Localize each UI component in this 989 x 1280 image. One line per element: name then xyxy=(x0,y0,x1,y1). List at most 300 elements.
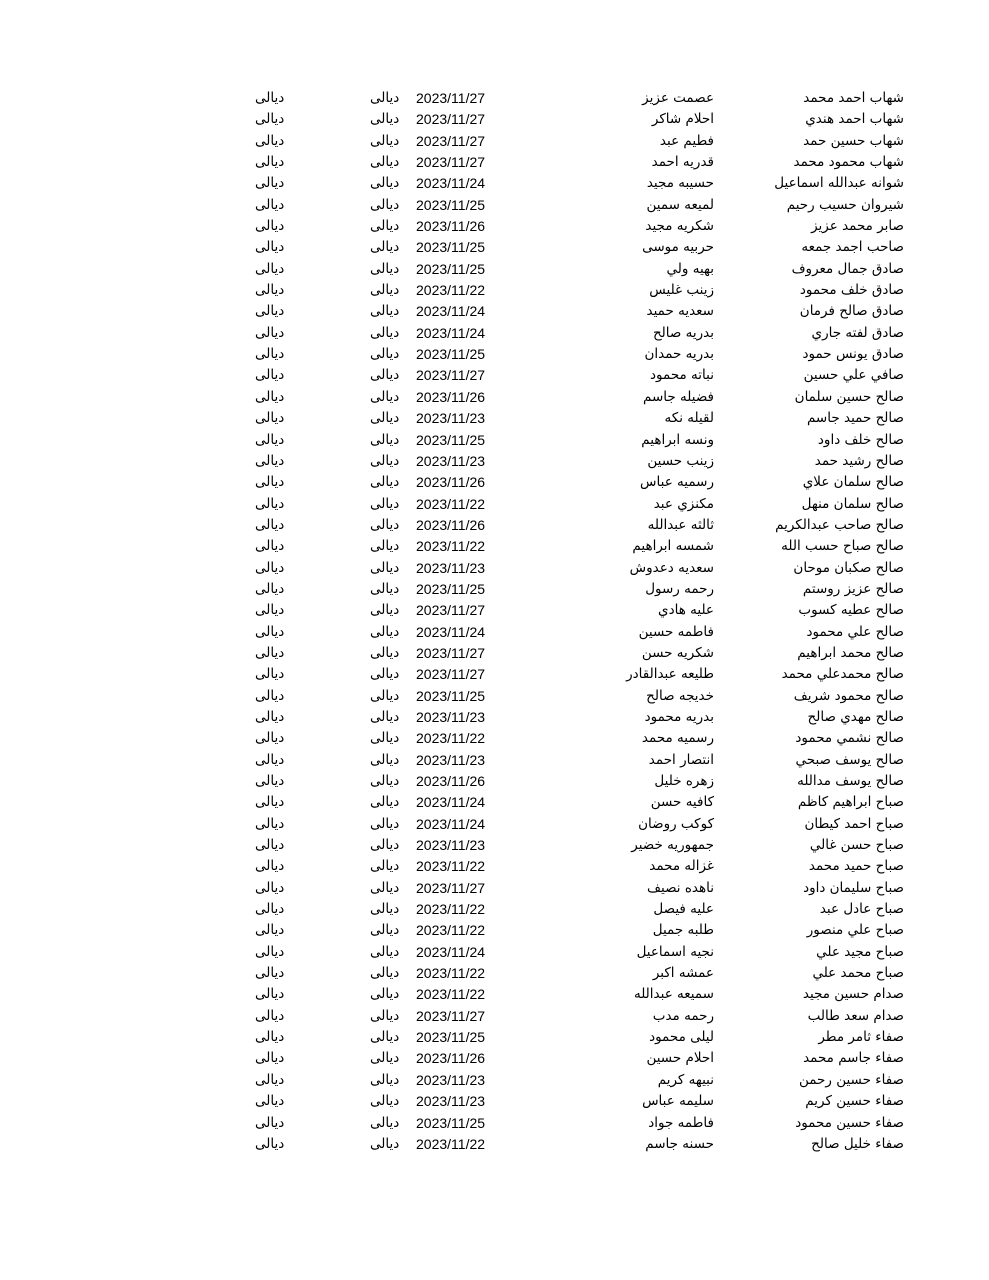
full-name-cell: صباح احمد كيطان xyxy=(804,815,904,832)
governorate-cell: ديالى xyxy=(255,1007,285,1024)
mother-name-cell: عمشه اكبر xyxy=(652,965,714,982)
governorate-cell: ديالى xyxy=(255,282,285,299)
province-cell: ديالى xyxy=(370,1029,400,1046)
governorate-cell: ديالى xyxy=(255,346,285,363)
province-cell: ديالى xyxy=(370,239,400,256)
governorate-cell: ديالى xyxy=(255,538,285,555)
record-row xyxy=(0,259,989,280)
full-name-cell: صالح محمود شريف xyxy=(793,687,904,704)
record-row xyxy=(0,430,989,451)
date-cell: 2023/11/25 xyxy=(416,687,486,704)
mother-name-cell: سليمه عباس xyxy=(642,1093,714,1110)
record-row xyxy=(0,536,989,557)
mother-name-cell: حسيبه مجيد xyxy=(646,175,714,192)
date-cell: 2023/11/22 xyxy=(416,922,486,939)
governorate-cell: ديالى xyxy=(255,602,285,619)
full-name-cell: شهاب احمد هندي xyxy=(805,111,904,128)
governorate-cell: ديالى xyxy=(255,687,285,704)
province-cell: ديالى xyxy=(370,580,400,597)
mother-name-cell: احلام شاكر xyxy=(651,111,714,128)
record-row xyxy=(0,472,989,493)
governorate-cell: ديالى xyxy=(255,837,285,854)
governorate-cell: ديالى xyxy=(255,666,285,683)
record-row xyxy=(0,1091,989,1112)
date-cell: 2023/11/25 xyxy=(416,580,486,597)
mother-name-cell: خديجه صالح xyxy=(646,687,714,704)
record-row xyxy=(0,728,989,749)
province-cell: ديالى xyxy=(370,794,400,811)
mother-name-cell: رحمه مدب xyxy=(652,1007,714,1024)
full-name-cell: صالح يوسف صبحي xyxy=(795,751,904,768)
full-name-cell: صفاء خليل صالح xyxy=(811,1135,904,1152)
full-name-cell: شهاب حسين حمد xyxy=(803,132,904,149)
record-row xyxy=(0,899,989,920)
record-row xyxy=(0,131,989,152)
province-cell: ديالى xyxy=(370,431,400,448)
full-name-cell: صالح حميد جاسم xyxy=(806,410,904,427)
full-name-cell: صفاء ثامر مطر xyxy=(818,1029,904,1046)
date-cell: 2023/11/26 xyxy=(416,218,486,235)
province-cell: ديالى xyxy=(370,602,400,619)
date-cell: 2023/11/25 xyxy=(416,1114,486,1131)
mother-name-cell: كافيه حسن xyxy=(650,794,714,811)
mother-name-cell: جمهوريه خضير xyxy=(631,837,714,854)
date-cell: 2023/11/25 xyxy=(416,1029,486,1046)
record-row xyxy=(0,280,989,301)
date-cell: 2023/11/23 xyxy=(416,751,486,768)
mother-name-cell: عليه فيصل xyxy=(653,901,714,918)
province-cell: ديالى xyxy=(370,858,400,875)
province-cell: ديالى xyxy=(370,218,400,235)
full-name-cell: شيروان حسيب رحيم xyxy=(786,196,904,213)
record-row xyxy=(0,1113,989,1134)
governorate-cell: ديالى xyxy=(255,218,285,235)
record-row xyxy=(0,878,989,899)
province-cell: ديالى xyxy=(370,773,400,789)
record-row xyxy=(0,344,989,365)
date-cell: 2023/11/22 xyxy=(416,858,486,875)
mother-name-cell: زينب غليس xyxy=(649,282,714,299)
date-cell: 2023/11/22 xyxy=(416,730,486,747)
date-cell: 2023/11/23 xyxy=(416,410,486,427)
mother-name-cell: قدريه احمد xyxy=(651,154,714,171)
province-cell: ديالى xyxy=(370,367,400,384)
governorate-cell: ديالى xyxy=(255,1050,285,1067)
full-name-cell: صالح عطيه كسوب xyxy=(798,602,904,619)
governorate-cell: ديالى xyxy=(255,367,285,384)
full-name-cell: صالح صكبان موحان xyxy=(793,559,904,576)
record-row xyxy=(0,451,989,472)
record-row xyxy=(0,515,989,536)
date-cell: 2023/11/22 xyxy=(416,538,486,555)
mother-name-cell: بدريه صالح xyxy=(652,324,714,341)
governorate-cell: ديالى xyxy=(255,154,285,171)
province-cell: ديالى xyxy=(370,922,400,939)
record-row xyxy=(0,365,989,386)
province-cell: ديالى xyxy=(370,452,400,469)
mother-name-cell: شمسه ابراهيم xyxy=(632,538,714,555)
date-cell: 2023/11/24 xyxy=(416,794,486,811)
date-cell: 2023/11/25 xyxy=(416,196,486,213)
full-name-cell: شهاب محمود محمد xyxy=(793,154,904,171)
record-row xyxy=(0,323,989,344)
record-row xyxy=(0,1134,989,1155)
full-name-cell: صالح محمد ابراهيم xyxy=(797,644,904,661)
governorate-cell: ديالى xyxy=(255,922,285,939)
province-cell: ديالى xyxy=(370,943,400,960)
province-cell: ديالى xyxy=(370,495,400,512)
province-cell: ديالى xyxy=(370,282,400,299)
governorate-cell: ديالى xyxy=(255,324,285,341)
date-cell: 2023/11/23 xyxy=(416,452,486,469)
record-row xyxy=(0,301,989,322)
mother-name-cell: سميعه عبدالله xyxy=(633,986,714,1003)
record-row xyxy=(0,1070,989,1091)
province-cell: ديالى xyxy=(370,196,400,213)
province-cell: ديالى xyxy=(370,1007,400,1024)
mother-name-cell: غزاله محمد xyxy=(649,858,714,875)
full-name-cell: صدام حسين مجيد xyxy=(802,986,904,1003)
governorate-cell: ديالى xyxy=(255,794,285,811)
full-name-cell: صالح خلف داود xyxy=(817,431,904,448)
record-row xyxy=(0,643,989,664)
province-cell: ديالى xyxy=(370,644,400,661)
date-cell: 2023/11/23 xyxy=(416,708,486,725)
province-cell: ديالى xyxy=(370,623,400,640)
full-name-cell: صادق جمال معروف xyxy=(791,260,904,277)
record-row xyxy=(0,408,989,429)
province-cell: ديالى xyxy=(370,132,400,149)
mother-name-cell: فطيم عبد xyxy=(659,132,714,149)
province-cell: ديالى xyxy=(370,986,400,1003)
record-row xyxy=(0,963,989,984)
record-row xyxy=(0,387,989,408)
full-name-cell: صالح عزيز روستم xyxy=(802,580,904,597)
record-row xyxy=(0,152,989,173)
governorate-cell: ديالى xyxy=(255,90,285,106)
date-cell: 2023/11/22 xyxy=(416,986,486,1003)
record-row xyxy=(0,686,989,707)
full-name-cell: صادق صالح فرمان xyxy=(799,303,904,320)
province-cell: ديالى xyxy=(370,175,400,192)
record-row xyxy=(0,88,989,109)
record-row xyxy=(0,600,989,621)
mother-name-cell: سعديه دعدوش xyxy=(629,559,714,576)
date-cell: 2023/11/24 xyxy=(416,815,486,832)
date-cell: 2023/11/22 xyxy=(416,901,486,918)
governorate-cell: ديالى xyxy=(255,986,285,1003)
date-cell: 2023/11/24 xyxy=(416,943,486,960)
mother-name-cell: طلبه جميل xyxy=(652,922,714,939)
full-name-cell: صفاء حسين محمود xyxy=(795,1114,904,1131)
province-cell: ديالى xyxy=(370,1114,400,1131)
full-name-cell: صباح محمد علي xyxy=(812,965,904,982)
full-name-cell: شوانه عبدالله اسماعيل xyxy=(774,175,904,192)
record-row xyxy=(0,216,989,237)
full-name-cell: صفاء حسين رحمن xyxy=(798,1071,904,1088)
date-cell: 2023/11/26 xyxy=(416,388,486,405)
record-row xyxy=(0,494,989,515)
mother-name-cell: شكريه مجيد xyxy=(645,218,714,235)
mother-name-cell: عصمت عزيز xyxy=(642,90,714,106)
governorate-cell: ديالى xyxy=(255,559,285,576)
governorate-cell: ديالى xyxy=(255,708,285,725)
governorate-cell: ديالى xyxy=(255,965,285,982)
governorate-cell: ديالى xyxy=(255,1135,285,1152)
governorate-cell: ديالى xyxy=(255,431,285,448)
governorate-cell: ديالى xyxy=(255,644,285,661)
governorate-cell: ديالى xyxy=(255,1029,285,1046)
mother-name-cell: فاطمه حسين xyxy=(638,623,714,640)
record-row xyxy=(0,1027,989,1048)
full-name-cell: صباح مجيد علي xyxy=(816,943,904,960)
province-cell: ديالى xyxy=(370,815,400,832)
mother-name-cell: احلام حسين xyxy=(646,1050,714,1067)
province-cell: ديالى xyxy=(370,901,400,918)
province-cell: ديالى xyxy=(370,559,400,576)
province-cell: ديالى xyxy=(370,538,400,555)
date-cell: 2023/11/22 xyxy=(416,282,486,299)
date-cell: 2023/11/24 xyxy=(416,324,486,341)
full-name-cell: صادق لفته جاري xyxy=(811,324,904,341)
date-cell: 2023/11/23 xyxy=(416,559,486,576)
governorate-cell: ديالى xyxy=(255,943,285,960)
full-name-cell: صابر محمد عزيز xyxy=(811,218,904,235)
mother-name-cell: بدريه محمود xyxy=(644,708,714,725)
full-name-cell: صالح صاحب عبدالكريم xyxy=(775,516,904,533)
date-cell: 2023/11/25 xyxy=(416,431,486,448)
date-cell: 2023/11/26 xyxy=(416,474,486,491)
province-cell: ديالى xyxy=(370,1093,400,1110)
record-row xyxy=(0,771,989,792)
full-name-cell: صالح مهدي صالح xyxy=(807,708,904,725)
governorate-cell: ديالى xyxy=(255,1071,285,1088)
date-cell: 2023/11/23 xyxy=(416,1093,486,1110)
governorate-cell: ديالى xyxy=(255,815,285,832)
governorate-cell: ديالى xyxy=(255,1093,285,1110)
full-name-cell: صفاء جاسم محمد xyxy=(803,1050,904,1067)
date-cell: 2023/11/23 xyxy=(416,837,486,854)
full-name-cell: صالح علي محمود xyxy=(806,623,904,640)
full-name-cell: صدام سعد طالب xyxy=(807,1007,904,1024)
date-cell: 2023/11/27 xyxy=(416,154,486,171)
governorate-cell: ديالى xyxy=(255,260,285,277)
province-cell: ديالى xyxy=(370,879,400,896)
mother-name-cell: حربيه موسى xyxy=(642,239,714,256)
province-cell: ديالى xyxy=(370,708,400,725)
mother-name-cell: ناهده نصيف xyxy=(647,879,714,896)
date-cell: 2023/11/27 xyxy=(416,602,486,619)
date-cell: 2023/11/27 xyxy=(416,367,486,384)
date-cell: 2023/11/27 xyxy=(416,132,486,149)
record-row xyxy=(0,109,989,130)
governorate-cell: ديالى xyxy=(255,1114,285,1131)
date-cell: 2023/11/27 xyxy=(416,1007,486,1024)
record-row xyxy=(0,920,989,941)
province-cell: ديالى xyxy=(370,474,400,491)
governorate-cell: ديالى xyxy=(255,495,285,512)
record-row xyxy=(0,942,989,963)
date-cell: 2023/11/25 xyxy=(416,260,486,277)
governorate-cell: ديالى xyxy=(255,410,285,427)
date-cell: 2023/11/22 xyxy=(416,1135,486,1152)
province-cell: ديالى xyxy=(370,666,400,683)
governorate-cell: ديالى xyxy=(255,730,285,747)
record-row xyxy=(0,707,989,728)
mother-name-cell: سعديه حميد xyxy=(646,303,714,320)
governorate-cell: ديالى xyxy=(255,858,285,875)
date-cell: 2023/11/26 xyxy=(416,516,486,533)
record-row xyxy=(0,750,989,771)
date-cell: 2023/11/27 xyxy=(416,644,486,661)
mother-name-cell: زينب حسين xyxy=(647,452,714,469)
governorate-cell: ديالى xyxy=(255,132,285,149)
governorate-cell: ديالى xyxy=(255,901,285,918)
mother-name-cell: حسنه جاسم xyxy=(645,1135,714,1152)
governorate-cell: ديالى xyxy=(255,516,285,533)
governorate-cell: ديالى xyxy=(255,239,285,256)
mother-name-cell: رسميه عباس xyxy=(640,474,714,491)
governorate-cell: ديالى xyxy=(255,388,285,405)
date-cell: 2023/11/27 xyxy=(416,111,486,128)
full-name-cell: صباح سليمان داود xyxy=(803,879,904,896)
province-cell: ديالى xyxy=(370,1135,400,1152)
record-row xyxy=(0,579,989,600)
governorate-cell: ديالى xyxy=(255,879,285,896)
record-row xyxy=(0,195,989,216)
record-row xyxy=(0,835,989,856)
date-cell: 2023/11/23 xyxy=(416,1071,486,1088)
full-name-cell: صالح رشيد حمد xyxy=(814,452,904,469)
record-row xyxy=(0,856,989,877)
mother-name-cell: لقيله نكه xyxy=(664,410,714,427)
governorate-cell: ديالى xyxy=(255,196,285,213)
date-cell: 2023/11/24 xyxy=(416,175,486,192)
province-cell: ديالى xyxy=(370,90,400,106)
mother-name-cell: طليعه عبدالقادر xyxy=(626,666,714,683)
mother-name-cell: فضيله جاسم xyxy=(643,388,714,405)
record-row xyxy=(0,173,989,194)
governorate-cell: ديالى xyxy=(255,751,285,768)
governorate-cell: ديالى xyxy=(255,111,285,128)
province-cell: ديالى xyxy=(370,516,400,533)
governorate-cell: ديالى xyxy=(255,623,285,640)
date-cell: 2023/11/22 xyxy=(416,965,486,982)
province-cell: ديالى xyxy=(370,303,400,320)
mother-name-cell: ونسه ابراهيم xyxy=(641,431,714,448)
mother-name-cell: بهيه ولي xyxy=(666,260,714,277)
date-cell: 2023/11/27 xyxy=(416,666,486,683)
mother-name-cell: فاطمه جواد xyxy=(648,1114,714,1131)
date-cell: 2023/11/27 xyxy=(416,879,486,896)
record-row xyxy=(0,814,989,835)
mother-name-cell: نباته محمود xyxy=(650,367,714,384)
date-cell: 2023/11/24 xyxy=(416,303,486,320)
province-cell: ديالى xyxy=(370,965,400,982)
province-cell: ديالى xyxy=(370,410,400,427)
mother-name-cell: ثالثه عبدالله xyxy=(647,516,714,533)
province-cell: ديالى xyxy=(370,324,400,341)
record-row xyxy=(0,1006,989,1027)
mother-name-cell: نجيه اسماعيل xyxy=(636,943,714,960)
date-cell: 2023/11/22 xyxy=(416,495,486,512)
province-cell: ديالى xyxy=(370,346,400,363)
full-name-cell: صادق خلف محمود xyxy=(799,282,904,299)
province-cell: ديالى xyxy=(370,837,400,854)
mother-name-cell: نبيهه كريم xyxy=(657,1071,714,1088)
date-cell: 2023/11/25 xyxy=(416,346,486,363)
full-name-cell: صالح سلمان منهل xyxy=(801,495,904,512)
mother-name-cell: رسميه محمد xyxy=(641,730,714,747)
mother-name-cell: بدريه حمدان xyxy=(644,346,714,363)
mother-name-cell: رحمه رسول xyxy=(645,580,714,597)
governorate-cell: ديالى xyxy=(255,175,285,192)
full-name-cell: صالح نشمي محمود xyxy=(795,730,904,747)
date-cell: 2023/11/25 xyxy=(416,239,486,256)
province-cell: ديالى xyxy=(370,751,400,768)
full-name-cell: صالح صباح حسب الله xyxy=(781,538,904,555)
full-name-cell: صباح عادل عبد xyxy=(819,901,904,918)
province-cell: ديالى xyxy=(370,1071,400,1088)
province-cell: ديالى xyxy=(370,154,400,171)
full-name-cell: صالح سلمان علاي xyxy=(802,474,904,491)
full-name-cell: صادق يونس حمود xyxy=(802,346,904,363)
full-name-cell: صالح حسين سلمان xyxy=(794,388,904,405)
record-row xyxy=(0,237,989,258)
full-name-cell: صاحب اجمد جمعه xyxy=(801,239,904,256)
full-name-cell: صفاء حسين كريم xyxy=(805,1093,904,1110)
full-name-cell: صافي علي حسين xyxy=(803,367,904,384)
mother-name-cell: ليلى محمود xyxy=(649,1029,714,1046)
full-name-cell: صباح ابراهيم كاظم xyxy=(797,794,904,811)
province-cell: ديالى xyxy=(370,388,400,405)
record-row xyxy=(0,792,989,813)
record-row xyxy=(0,984,989,1005)
mother-name-cell: كوكب روضان xyxy=(638,815,714,832)
governorate-cell: ديالى xyxy=(255,303,285,320)
governorate-cell: ديالى xyxy=(255,773,285,789)
mother-name-cell: انتصار احمد xyxy=(648,751,714,768)
record-row xyxy=(0,622,989,643)
full-name-cell: صالح يوسف مدالله xyxy=(797,773,904,789)
governorate-cell: ديالى xyxy=(255,474,285,491)
date-cell: 2023/11/26 xyxy=(416,773,486,789)
full-name-cell: صالح محمدعلي محمد xyxy=(781,666,904,683)
records-list xyxy=(0,88,989,1155)
record-row xyxy=(0,1048,989,1069)
province-cell: ديالى xyxy=(370,687,400,704)
full-name-cell: صباح حسن غالي xyxy=(809,837,904,854)
province-cell: ديالى xyxy=(370,111,400,128)
province-cell: ديالى xyxy=(370,1050,400,1067)
mother-name-cell: لميعه سمين xyxy=(646,196,714,213)
record-row xyxy=(0,558,989,579)
full-name-cell: صباح حميد محمد xyxy=(808,858,904,875)
full-name-cell: صباح علي منصور xyxy=(806,922,904,939)
province-cell: ديالى xyxy=(370,730,400,747)
date-cell: 2023/11/27 xyxy=(416,90,486,106)
date-cell: 2023/11/26 xyxy=(416,1050,486,1067)
province-cell: ديالى xyxy=(370,260,400,277)
record-row xyxy=(0,664,989,685)
mother-name-cell: عليه هادي xyxy=(658,602,714,619)
date-cell: 2023/11/24 xyxy=(416,623,486,640)
full-name-cell: شهاب احمد محمد xyxy=(803,90,904,106)
mother-name-cell: شكريه حسن xyxy=(641,644,714,661)
governorate-cell: ديالى xyxy=(255,580,285,597)
mother-name-cell: مكنزي عبد xyxy=(653,495,714,512)
governorate-cell: ديالى xyxy=(255,452,285,469)
